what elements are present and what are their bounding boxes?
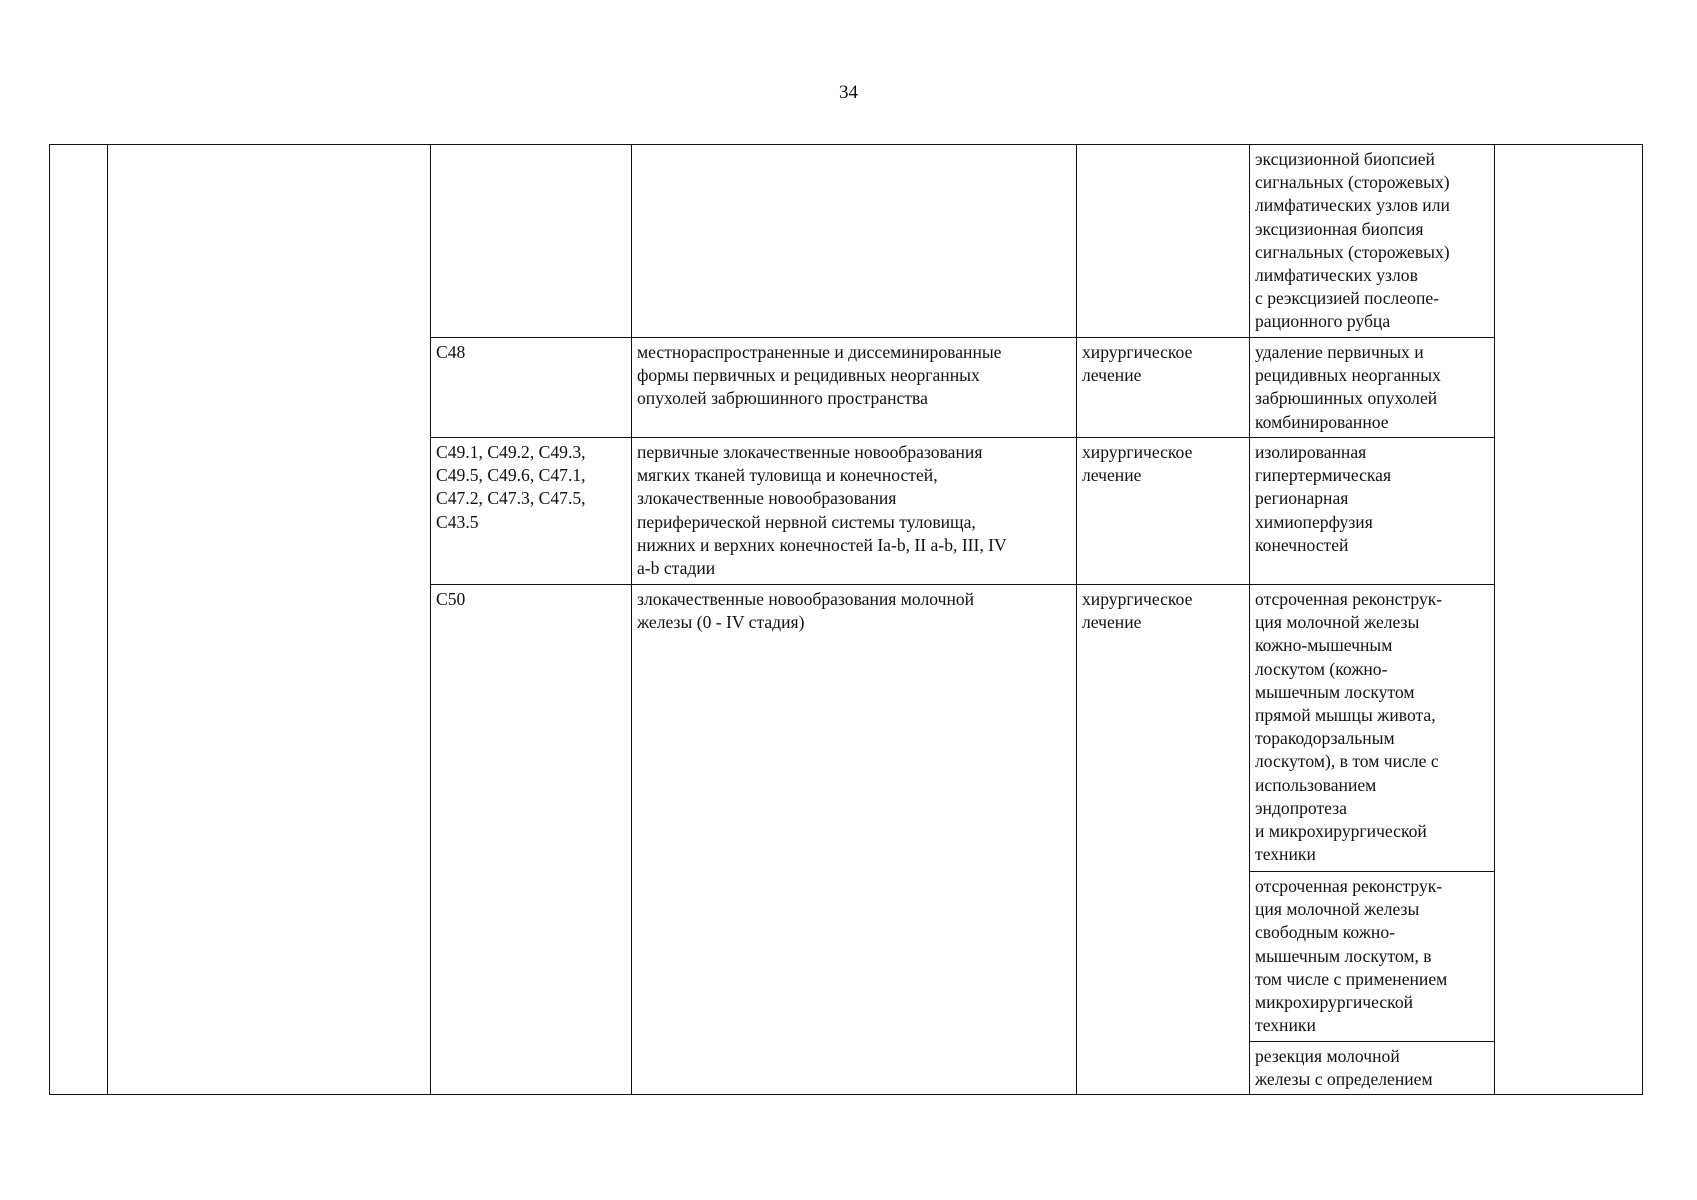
table-cell-model-empty-cont xyxy=(1494,144,1643,1095)
table-cell-method: резекция молочной железы с определением xyxy=(1249,1041,1494,1095)
page-number: 34 xyxy=(839,82,858,103)
table-cell-method: удаление первичных и рецидивных неорганных забрюшинных опухолей комбинированное xyxy=(1249,337,1494,437)
table-cell-method: отсроченная реконструк- ция молочной железы кожно-мышечным лоскутом (кожно- мышечным лоскутом прямой мышцы живота, торакодорзальным лоскутом), в том числе с использованием эндопротеза и микрохирургической техники xyxy=(1249,584,1494,871)
table-cell-treatment-cont xyxy=(1076,144,1249,337)
table-cell-method: изолированная гипертермическая регионарная химиоперфузия конечностей xyxy=(1249,437,1494,584)
table-cell-codes: C49.1, C49.2, C49.3, C49.5, C49.6, C47.1, C47.2, C47.3, C47.5, C43.5 xyxy=(430,437,631,584)
table-cell-treatment: хирургическое лечение xyxy=(1076,584,1249,1095)
table-cell-condition-cont xyxy=(631,144,1076,337)
table-cell-number xyxy=(49,144,107,1095)
table-cell-condition: первичные злокачественные новообразования мягких тканей туловища и конечностей, злокачественные новообразования периферической нервной системы туловища, нижних и верхних конечностей Ia-b, II a-b, III, IV a-b стадии xyxy=(631,437,1076,584)
table-cell-treatment: хирургическое лечение xyxy=(1076,437,1249,584)
table-cell-condition: злокачественные новообразования молочной железы (0 - IV стадия) xyxy=(631,584,1076,1095)
table-cell-profile xyxy=(107,144,430,1095)
table-cell-treatment: хирургическое лечение xyxy=(1076,337,1249,437)
services-table xyxy=(49,144,1643,1095)
table-cell-codes: C48 xyxy=(430,337,631,437)
table-cell-codes-cont xyxy=(430,144,631,337)
table-cell-codes: C50 xyxy=(430,584,631,1095)
table-cell-method-cont: эксцизионной биопсией сигнальных (сторожевых) лимфатических узлов или эксцизионная биопсия сигнальных (сторожевых) лимфатических узлов с реэксцизией послеопе- рационного рубца xyxy=(1249,144,1494,337)
table-cell-condition: местнораспространенные и диссеминированные формы первичных и рецидивных неорганных опухолей забрюшинного пространства xyxy=(631,337,1076,437)
table-cell-method: отсроченная реконструк- ция молочной железы свободным кожно- мышечным лоскутом, в том числе с применением микрохирургической техники xyxy=(1249,871,1494,1041)
